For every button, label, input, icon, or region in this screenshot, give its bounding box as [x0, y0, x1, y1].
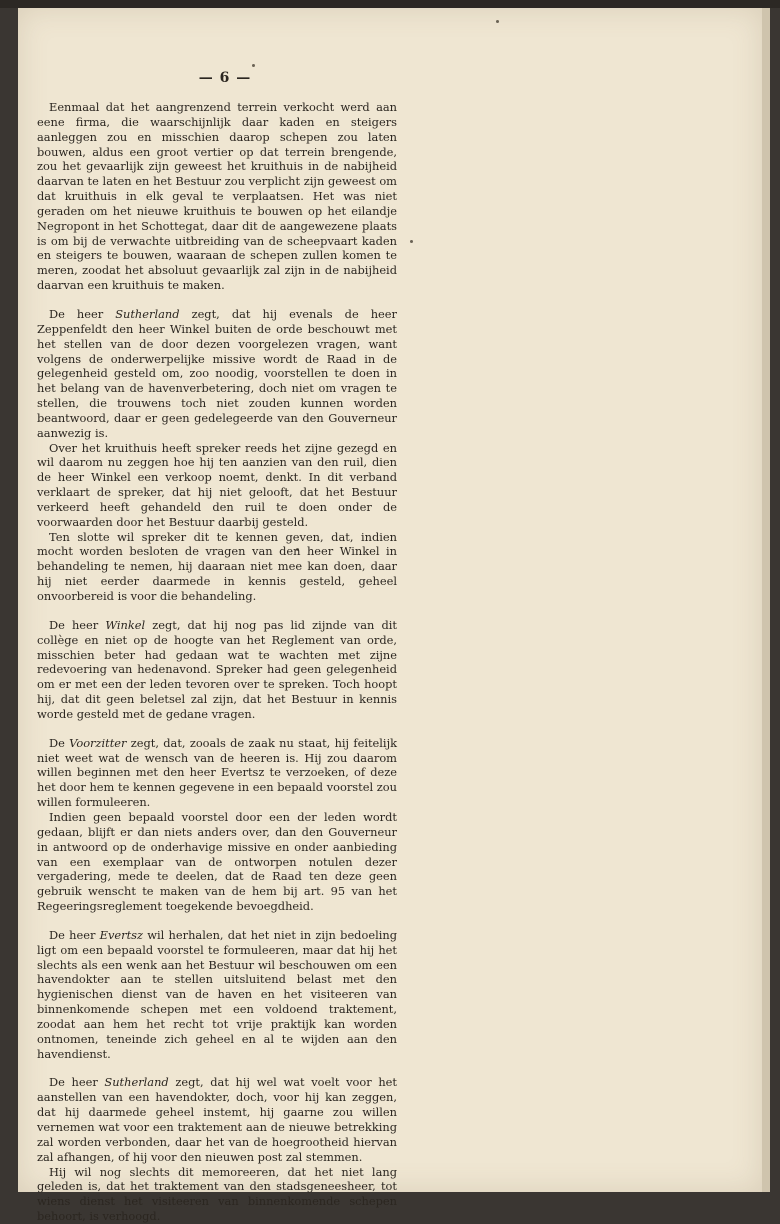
- speaker-name: Sutherland: [115, 306, 180, 321]
- paragraph: De Voorzitter zegt, dat, zooals de zaak nu staat, hij feitelijk niet weet wat de wensch van de heeren is. Hij zou daarom willen beginnen met den heer Evertsz te verzoeken, of deze het door hem te kennen gegevene in een bepaald voorstel zou willen formuleeren.: [37, 735, 398, 810]
- paper-speck: [496, 20, 499, 23]
- page-edge: [762, 8, 770, 1192]
- paragraph: Indien geen bepaald voorstel door een der leden wordt gedaan, blijft er dan niets anders over, dan den Gouverneur in antwoord op de onderhavige missive en onder aanbieding van een exemplaar van de ontworpen notulen dezer vergadering, mede te deelen, dat de Raad ten deze geen gebruik wenscht te maken van de hem bij art. 95 van het Regeeringsreglement toegekende bevoegdheid.: [37, 809, 397, 914]
- paragraph: Ten slotte wil spreker dit te kennen geven, dat, indien mocht worden besloten de vragen van den heer Winkel in behandeling te nemen, hij daaraan niet mee kan doen, daar hij niet eerder daarmede in kennis gesteld, geheel onvoorbereid is voor die behandeling.: [37, 529, 397, 603]
- scan-border: [0, 0, 780, 8]
- paragraph: De heer Sutherland zegt, dat hij evenals de heer Zeppenfeldt den heer Winkel buiten de orde beschouwt met het stellen van de door dezen voorgelezen vragen, want volgens de onderwerpelijke missive wordt de Raad in de gelegenheid gesteld om, zoo noodig, voorstellen te doen in het belang van de havenverbetering, doch niet om vragen te stellen, die trouwens toch niet zouden kunnen worden beantwoord, daar er geen gedelegeerde van den Gouverneur aanwezig is.: [37, 306, 397, 440]
- paragraph: Eenmaal dat het aangrenzend terrein verkocht werd aan eene firma, die waarschijnlijk daar kaden en steigers aanleggen zou en misschien daarop schepen zou laten bouwen, aldus een groot vertier op dat terrein brengende, zou het gevaarlijk zijn geweest het kruithuis in de nabijheid daarvan te laten en het Bestuur zou verplicht zijn geweest om dat kruithuis in elk geval te verplaatsen. Het was niet geraden om het nieuwe kruithuis te bouwen op het eilandje Negropont in het Schottegat, daar dit de aangewezene plaats is om bij de verwachte uitbreiding van de scheepvaart kaden en steigers te bouwen, waaraan de schepen zullen komen te meren, zoodat het absoluut gevaarlijk zal zijn in de nabijheid daarvan een kruithuis te maken.: [37, 100, 397, 293]
- speaker-name: Voorzitter: [69, 735, 127, 750]
- paragraph: Over het kruithuis heeft spreker reeds het zijne gezegd en wil daarom nu zeggen hoe hij ten aanzien van den ruil, dien de heer Winkel een verkoop noemt, denkt. In dit verband verklaart de spreker, dat hij niet gelooft, dat het Bestuur verkeerd heeft gehandeld den ruil te doen onder de voorwaarden door het Bestuur daarbij gesteld.: [37, 440, 397, 529]
- speaker-name: Winkel: [105, 617, 146, 632]
- speaker-name: Sutherland: [104, 1075, 169, 1090]
- paragraph: De heer Evertsz wil herhalen, dat het niet in zijn bedoeling ligt om een bepaald voorstel te formuleeren, maar dat hij het slechts als een wenk aan het Bestuur wil beschouwen om een havendokter aan te stellen uitsluitend belast met den hygienischen dienst van de haven en het visiteeren van binnenkomende schepen met een voldoend traktement, zoodat aan hem het recht tot vrije praktijk kan worden ontnomen, teneinde zich geheel en al te wijden aan den havendienst.: [37, 927, 397, 1061]
- paper-speck: [252, 64, 255, 67]
- speaker-name: Evertsz: [99, 927, 144, 942]
- body-text: [37, 100, 397, 1224]
- paragraph: De heer Winkel zegt, dat hij nog pas lid zijnde van dit collège en niet op de hoogte van het Reglement van orde, misschien beter had gedaan wat te wachten met zijne redevoering van hedenavond. Spreker had geen gelegenheid om er met een der leden tevoren over te spreken. Toch hoopt hij, dat dit geen beletsel zal zijn, dat het Bestuur in kennis worde gesteld met de gedane vragen.: [37, 617, 397, 721]
- paragraph: Hij wil nog slechts dit memoreeren, dat het niet lang geleden is, dat het traktement van den stadsgeneesheer, tot wiens dienst het visiteeren van binnenkomende schepen behoort, is verhoogd.: [37, 1164, 397, 1224]
- page-number: — 6 —: [198, 70, 252, 86]
- paper-speck: [410, 240, 413, 243]
- paragraph: De heer Sutherland zegt, dat hij wel wat voelt voor het aanstellen van een havendokter, doch, voor hij kan zeggen, dat hij daarmede geheel instemt, hij gaarne zou willen vernemen wat voor een traktement aan de nieuwe betrekking zal worden verbonden, daar het van de hoegrootheid hiervan zal afhangen, of hij voor den nieuwen post zal stemmen.: [37, 1075, 397, 1164]
